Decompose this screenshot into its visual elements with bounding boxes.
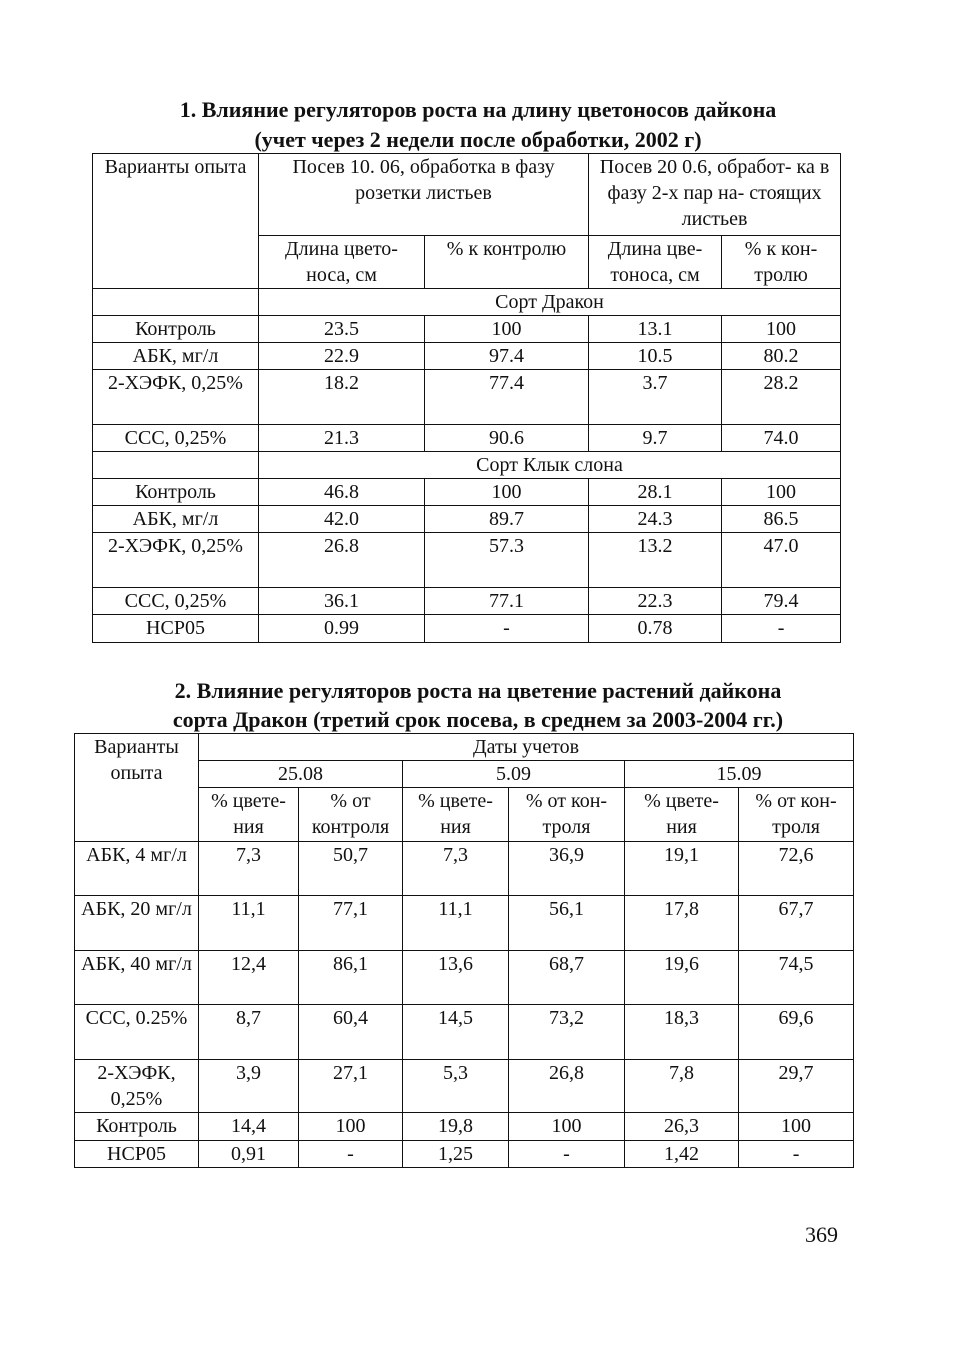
table-row	[75, 896, 854, 951]
table-cell: 100	[739, 1113, 854, 1141]
t2-header-flowering2: % цвете- ния	[403, 788, 509, 842]
table-cell: 0.78	[589, 615, 722, 643]
table-cell: ССС, 0,25%	[93, 425, 259, 452]
t2-header-date1: 25.08	[199, 761, 403, 788]
table-row	[93, 479, 841, 506]
table-cell: 13,6	[403, 951, 509, 1005]
table-cell: 0.99	[259, 615, 425, 643]
table-cell: 1,25	[403, 1141, 509, 1168]
t1-header-variants: Варианты опыта	[93, 154, 259, 289]
table-cell: 3,9	[199, 1060, 299, 1113]
table-cell: АБК, 40 мг/л	[75, 951, 199, 1005]
table-cell: 86.5	[722, 506, 841, 533]
table-cell: 73,2	[509, 1005, 625, 1060]
table-cell: 100	[722, 479, 841, 506]
table-cell: 26,8	[509, 1060, 625, 1113]
table-cell: 13.2	[589, 533, 722, 588]
table-cell: 77.1	[425, 588, 589, 615]
table-cell: 46.8	[259, 479, 425, 506]
table-cell: 17,8	[625, 896, 739, 951]
t1-group-spacer	[93, 289, 259, 316]
table-cell: 26.8	[259, 533, 425, 588]
table-cell: 100	[425, 316, 589, 343]
table-cell: 19,6	[625, 951, 739, 1005]
table-cell: АБК, 20 мг/л	[75, 896, 199, 951]
table-cell: Контроль	[93, 479, 259, 506]
table-cell: 100	[722, 316, 841, 343]
table-cell: 72,6	[739, 842, 854, 896]
table-cell: -	[509, 1141, 625, 1168]
table-cell: -	[722, 615, 841, 643]
table-cell: 5,3	[403, 1060, 509, 1113]
table-row	[93, 370, 841, 425]
table-row	[93, 316, 841, 343]
table-cell: 67,7	[739, 896, 854, 951]
table-cell: 7,8	[625, 1060, 739, 1113]
table1-title-line2: (учет через 2 недели после обработки, 2002 г)	[254, 127, 702, 152]
table-cell: 7,3	[403, 842, 509, 896]
table-cell: 7,3	[199, 842, 299, 896]
table-cell: ССС, 0,25%	[93, 588, 259, 615]
table-cell: 60,4	[299, 1005, 403, 1060]
table-cell: 18.2	[259, 370, 425, 425]
table-cell: 86,1	[299, 951, 403, 1005]
table-cell: НСР05	[93, 615, 259, 643]
t2-header-control1: % от контроля	[299, 788, 403, 842]
t2-header-dates: Даты учетов	[199, 734, 854, 761]
table-cell: 3.7	[589, 370, 722, 425]
table-row	[93, 588, 841, 615]
table-cell: Контроль	[93, 316, 259, 343]
table-cell: 21.3	[259, 425, 425, 452]
table-cell: 14,4	[199, 1113, 299, 1141]
t1-header-length1: Длина цвето- носа, см	[259, 236, 425, 289]
table-cell: 19,1	[625, 842, 739, 896]
table-cell: 50,7	[299, 842, 403, 896]
table-cell: 100	[299, 1113, 403, 1141]
t2-header-variants: Варианты опыта	[75, 734, 199, 842]
table-cell: 22.3	[589, 588, 722, 615]
table-cell: -	[425, 615, 589, 643]
table-cell: 69,6	[739, 1005, 854, 1060]
table-row	[75, 842, 854, 896]
t1-header-percent1: % к контролю	[425, 236, 589, 289]
table-cell: 68,7	[509, 951, 625, 1005]
table-cell: 29,7	[739, 1060, 854, 1113]
table-cell: 10.5	[589, 343, 722, 370]
table-row	[75, 1060, 854, 1113]
table-cell: 0,91	[199, 1141, 299, 1168]
table-cell: -	[299, 1141, 403, 1168]
table-cell: 2-ХЭФК, 0,25%	[93, 533, 259, 588]
table-cell: 80.2	[722, 343, 841, 370]
table-cell: 28.2	[722, 370, 841, 425]
table-cell: 56,1	[509, 896, 625, 951]
table-row-nsr	[93, 615, 841, 643]
table-cell: 90.6	[425, 425, 589, 452]
table-cell: НСР05	[75, 1141, 199, 1168]
table-row	[75, 951, 854, 1005]
table-cell: АБК, мг/л	[93, 506, 259, 533]
table-cell: 77.4	[425, 370, 589, 425]
table-row	[93, 506, 841, 533]
table-row	[75, 1113, 854, 1141]
table-cell: 36.1	[259, 588, 425, 615]
table-cell: 22.9	[259, 343, 425, 370]
table-cell: 12,4	[199, 951, 299, 1005]
t2-header-control2: % от кон- троля	[509, 788, 625, 842]
table-cell: ССС, 0.25%	[75, 1005, 199, 1060]
table2-title-line2: сорта Дракон (третий срок посева, в среднем за 2003-2004 гг.)	[172, 707, 784, 732]
table1-title-line1: 1. Влияние регуляторов роста на длину цветоносов дайкона	[179, 97, 777, 122]
table-row	[75, 1005, 854, 1060]
table2	[74, 733, 854, 1168]
t1-header-percent2: % к кон- тролю	[722, 236, 841, 289]
t2-header-date3: 15.09	[625, 761, 854, 788]
table-cell: 26,3	[625, 1113, 739, 1141]
table-cell: 11,1	[199, 896, 299, 951]
table-cell: 47.0	[722, 533, 841, 588]
table-cell: 89.7	[425, 506, 589, 533]
table-cell: 97.4	[425, 343, 589, 370]
t2-header-control3: % от кон- троля	[739, 788, 854, 842]
table-cell: 2-ХЭФК, 0,25%	[93, 370, 259, 425]
t1-group-spacer	[93, 452, 259, 479]
table-cell: 23.5	[259, 316, 425, 343]
t1-header-sowing1: Посев 10. 06, обработка в фазу розетки листьев	[259, 154, 589, 236]
table1	[92, 153, 841, 643]
table-cell: 8,7	[199, 1005, 299, 1060]
table-cell: 19,8	[403, 1113, 509, 1141]
t2-header-flowering3: % цвете- ния	[625, 788, 739, 842]
table-cell: 42.0	[259, 506, 425, 533]
table-cell: АБК, 4 мг/л	[75, 842, 199, 896]
table-cell: 28.1	[589, 479, 722, 506]
table-cell: 57.3	[425, 533, 589, 588]
table-cell: 74.0	[722, 425, 841, 452]
t1-group-elephant-tusk: Сорт Клык слона	[259, 452, 841, 479]
t1-header-length2: Длина цве- тоноса, см	[589, 236, 722, 289]
table-cell: 9.7	[589, 425, 722, 452]
table-row-nsr	[75, 1141, 854, 1168]
table-cell: 27,1	[299, 1060, 403, 1113]
t1-header-sowing2: Посев 20 0.6, обработ- ка в фазу 2-х пар на- стоящих листьев	[589, 154, 841, 236]
table-row	[93, 343, 841, 370]
table-cell: -	[739, 1141, 854, 1168]
table-row	[93, 425, 841, 452]
page-number: 369	[805, 1222, 838, 1247]
table-cell: 74,5	[739, 951, 854, 1005]
table-cell: 18,3	[625, 1005, 739, 1060]
table-cell: 36,9	[509, 842, 625, 896]
table-cell: 14,5	[403, 1005, 509, 1060]
table-row	[93, 533, 841, 588]
table-cell: 77,1	[299, 896, 403, 951]
table-cell: 2-ХЭФК, 0,25%	[75, 1060, 199, 1113]
table-cell: 13.1	[589, 316, 722, 343]
table-cell: 24.3	[589, 506, 722, 533]
t1-group-dragon: Сорт Дракон	[259, 289, 841, 316]
table-cell: 11,1	[403, 896, 509, 951]
t2-header-flowering1: % цвете- ния	[199, 788, 299, 842]
table2-title-line1: 2. Влияние регуляторов роста на цветение растений дайкона	[174, 678, 782, 703]
table-cell: АБК, мг/л	[93, 343, 259, 370]
table-cell: 100	[509, 1113, 625, 1141]
table-cell: Контроль	[75, 1113, 199, 1141]
table-cell: 1,42	[625, 1141, 739, 1168]
table-cell: 100	[425, 479, 589, 506]
table-cell: 79.4	[722, 588, 841, 615]
t2-header-date2: 5.09	[403, 761, 625, 788]
